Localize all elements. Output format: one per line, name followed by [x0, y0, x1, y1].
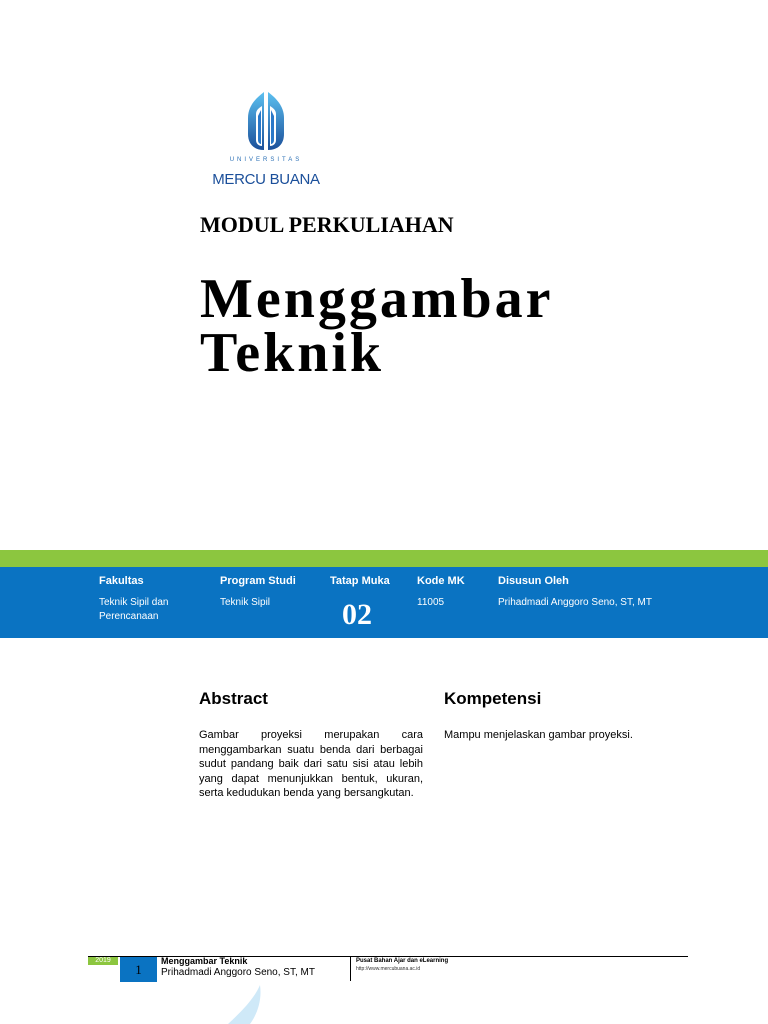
kode-mk-label: Kode MK	[417, 575, 465, 587]
footer-url-link[interactable]: http://www.mercubuana.ac.id	[356, 966, 421, 972]
kode-mk-value: 11005	[417, 597, 445, 608]
footer-separator	[350, 957, 351, 981]
kompetensi-text: Mampu menjelaskan gambar proyeksi.	[444, 729, 633, 741]
university-logo	[198, 88, 334, 194]
mercu-buana-emblem-icon	[198, 88, 334, 158]
logo-university-word: UNIVERSITAS	[229, 157, 303, 163]
document-type: MODUL PERKULIAHAN	[200, 212, 454, 237]
footer-page-number: 1	[120, 957, 157, 982]
disusun-oleh-value: Prihadmadi Anggoro Seno, ST, MT	[498, 597, 652, 608]
tatap-muka-value: 02	[342, 598, 372, 631]
logo-university-name: MERCU BUANA	[212, 171, 320, 188]
fakultas-value-line-1: Teknik Sipil dan	[99, 597, 169, 608]
footer-year-badge: 2019	[88, 957, 118, 965]
abstract-text: Gambar proyeksi merupakan cara menggambarkan suatu benda dari berbagai sudut pandang baik dari satu sisi atau lebih yang dapat menunjukkan bentuk, ukuran, serta kedudukan benda yang bersangkutan.	[199, 729, 423, 799]
document-title	[200, 268, 720, 384]
fakultas-label: Fakultas	[99, 575, 144, 587]
title-line-1: Menggambar	[200, 268, 554, 330]
footer-center-name: Pusat Bahan Ajar dan eLearning	[356, 958, 449, 964]
disusun-oleh-label: Disusun Oleh	[498, 575, 569, 587]
fakultas-value	[99, 596, 168, 624]
footer-author: Prihadmadi Anggoro Seno, ST, MT	[161, 967, 315, 978]
kompetensi-heading: Kompetensi	[444, 689, 542, 708]
title-line-2: Teknik	[200, 322, 385, 384]
footer-decoration-shape	[210, 985, 280, 1024]
fakultas-value-line-2: Perencanaan	[99, 611, 159, 622]
program-studi-value: Teknik Sipil	[220, 597, 271, 608]
tatap-muka-label: Tatap Muka	[330, 575, 390, 587]
abstract-heading: Abstract	[199, 689, 268, 708]
banner-green-stripe	[0, 550, 768, 567]
program-studi-label: Program Studi	[220, 575, 296, 587]
footer-course-title: Menggambar Teknik	[161, 956, 248, 966]
